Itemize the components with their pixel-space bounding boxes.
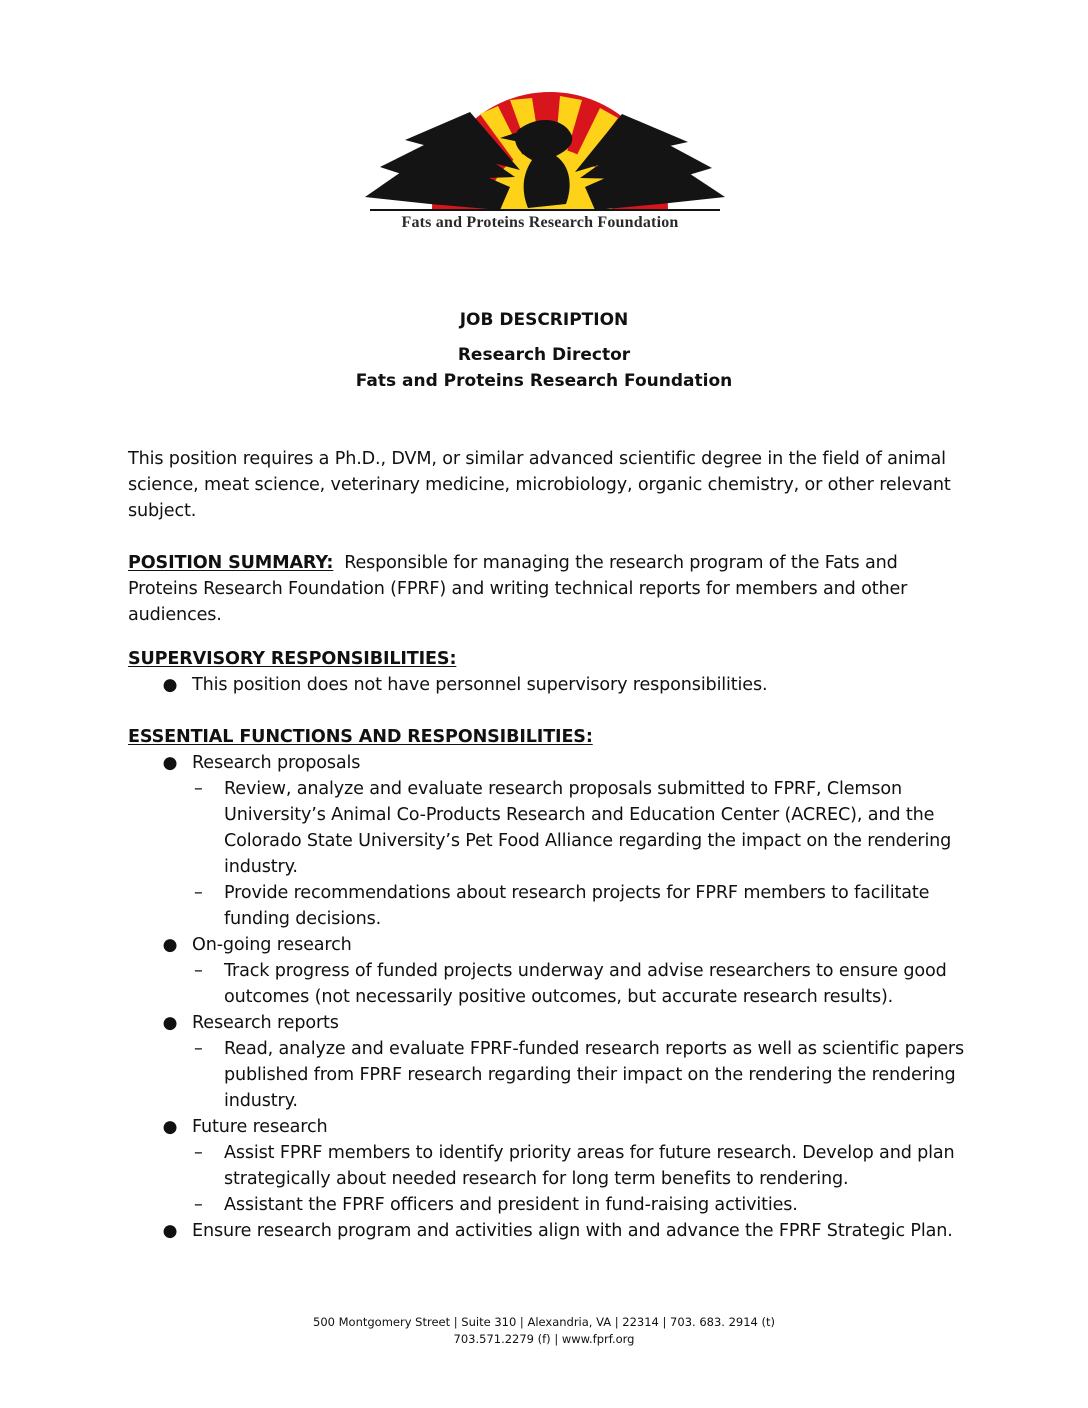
footer-address: 500 Montgomery Street | Suite 310 | Alexandria, VA | 22314 | 703. 683. 2914 (t) (313, 1315, 775, 1329)
position-summary (128, 550, 970, 628)
sub-item (128, 958, 970, 1010)
sub-item-text: Track progress of funded projects underway and advise researchers to ensure good outcomes (not necessarily positive outcomes, but accurate research results). (224, 961, 947, 1007)
list-item-text: Ensure research program and activities align with and advance the FPRF Strategic Plan. (192, 1221, 953, 1241)
sub-item-text: Review, analyze and evaluate research proposals submitted to FPRF, Clemson University’s Animal Co-Products Research and Education Center (ACREC), and the Colorado State University’s Pet Food Alliance regarding the impact on the rendering industry. (224, 779, 952, 877)
bullet-icon: ● (162, 935, 178, 955)
sub-item (128, 1192, 970, 1218)
position-summary-text: Responsible for managing the research program of the Fats and Proteins Research Foundation (FPRF) and writing technical reports for members and other audiences. (128, 553, 908, 625)
dash-icon: – (194, 883, 203, 903)
sub-item (128, 1036, 970, 1114)
list-item-text: Research proposals (192, 753, 361, 773)
list-item-text: Future research (192, 1117, 328, 1137)
sub-item-text: Provide recommendations about research projects for FPRF members to facilitate funding decisions. (224, 883, 930, 929)
list-item (128, 750, 970, 776)
bullet-icon: ● (162, 1221, 178, 1241)
bullet-icon: ● (162, 1117, 178, 1137)
logo-caption: Fats and Proteins Research Foundation (401, 214, 679, 231)
bullet-icon: ● (162, 1013, 178, 1033)
position-summary-label: POSITION SUMMARY: (128, 553, 334, 573)
intro-paragraph: This position requires a Ph.D., DVM, or similar advanced scientific degree in the field of animal science, meat science, veterinary medicine, microbiology, organic chemistry, or other relevant subject. (128, 449, 951, 521)
sub-item (128, 880, 970, 932)
bullet-icon: ● (162, 675, 178, 695)
list-item (128, 1114, 970, 1140)
sub-item-text: Assistant the FPRF officers and president in fund-raising activities. (224, 1195, 798, 1215)
sub-item-text: Read, analyze and evaluate FPRF-funded research reports as well as scientific papers published from FPRF research regarding their impact on the rendering the rendering industry. (224, 1039, 965, 1111)
footer-contact: 703.571.2279 (f) | www.fprf.org (453, 1332, 635, 1346)
dash-icon: – (194, 1195, 203, 1215)
dash-icon: – (194, 779, 203, 799)
document-heading (0, 307, 1088, 394)
sub-item (128, 1140, 970, 1192)
position-title: Research Director (457, 345, 631, 365)
supervisory-heading: SUPERVISORY RESPONSIBILITIES: (128, 649, 457, 669)
list-item (128, 1010, 970, 1036)
list-item (128, 672, 970, 698)
dash-icon: – (194, 1039, 203, 1059)
doc-title: JOB DESCRIPTION (459, 310, 629, 330)
sub-item-text: Assist FPRF members to identify priority areas for future research. Develop and plan strategically about needed research for long term benefits to rendering. (224, 1143, 955, 1189)
logo-underline (370, 209, 720, 211)
list-item-text: Research reports (192, 1013, 339, 1033)
dash-icon: – (194, 1143, 203, 1163)
sub-item (128, 776, 970, 880)
page-footer (0, 1314, 1088, 1348)
phoenix-silhouette (365, 112, 725, 210)
dash-icon: – (194, 961, 203, 981)
list-item (128, 932, 970, 958)
list-item-text: This position does not have personnel supervisory responsibilities. (192, 675, 768, 695)
list-item (128, 1218, 970, 1244)
bullet-icon: ● (162, 753, 178, 773)
organization-title: Fats and Proteins Research Foundation (355, 371, 733, 391)
essential-heading: ESSENTIAL FUNCTIONS AND RESPONSIBILITIES: (128, 727, 593, 747)
document-body (128, 446, 970, 1244)
list-item-text: On-going research (192, 935, 352, 955)
